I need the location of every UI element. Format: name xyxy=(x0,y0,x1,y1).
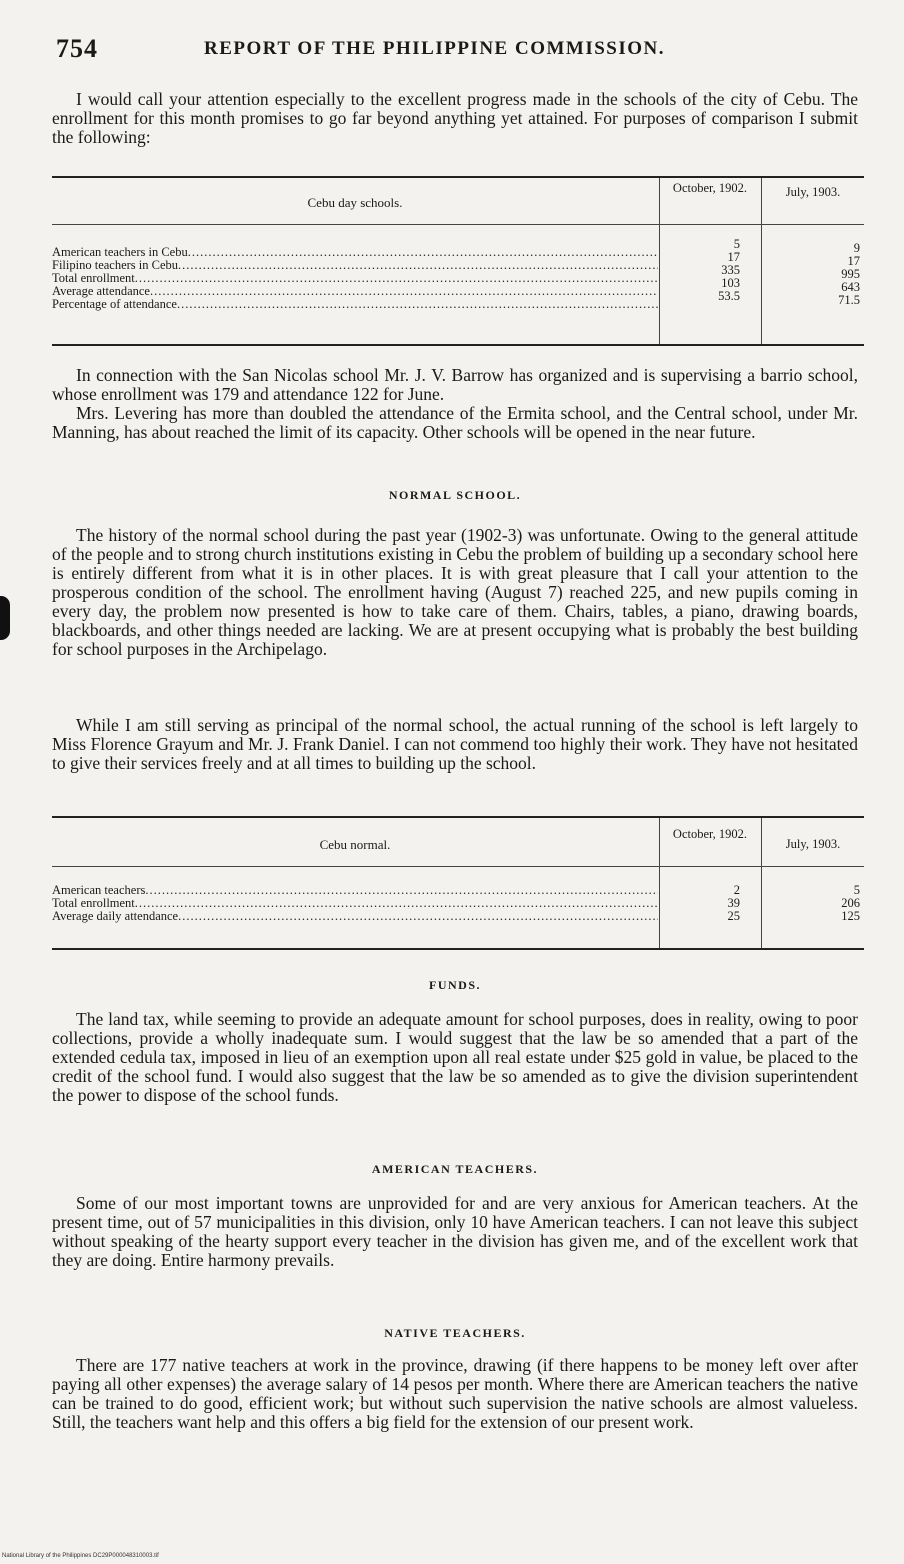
column-header-normal: Cebu normal. xyxy=(319,837,391,852)
paragraph-funds: The land tax, while seeming to provide an adequate amount for school purposes, does in reality, owing to poor collections, provide a wholly inadequate sum. I would suggest that the law be so amended that a part of the extended cedula tax, imposed in lieu of an exemption upon all real estate under $25 gold in value, be placed to the credit of the school fund. I would also suggest that the law be so amended as to give the division superintendent the power to dispose of the school funds. xyxy=(52,1009,858,1105)
heading-native-teachers: NATIVE TEACHERS. xyxy=(384,1326,526,1340)
table-cebu-day-schools xyxy=(52,176,864,348)
table-rule xyxy=(52,224,864,225)
table-rule xyxy=(52,866,864,867)
table-cell: 5 xyxy=(733,237,740,251)
table-rule xyxy=(52,176,864,178)
column-header-october: October, 1902. xyxy=(672,181,748,195)
paragraph-intro: I would call your attention especially to the excellent progress made in the schools of the city of Cebu. The enrollment for this month promises to go far beyond anything yet attained. For purposes of comparison I submit the following: xyxy=(52,89,858,147)
table-row-label: Average attendance ..... xyxy=(52,285,658,298)
column-header-july: July, 1903. xyxy=(785,837,841,851)
table-cell: 206 xyxy=(841,896,860,910)
table-rule xyxy=(52,948,864,950)
table-row-labels xyxy=(52,246,658,311)
column-values-july xyxy=(762,884,860,923)
column-header-july: July, 1903. xyxy=(785,185,841,199)
table-row-label: Filipino teachers in Cebu ..... xyxy=(52,259,658,272)
heading-american-teachers: AMERICAN TEACHERS. xyxy=(371,1162,539,1176)
column-values-october xyxy=(660,238,740,303)
table-row-label: Total enrollment ..... xyxy=(52,897,658,910)
column-header-schools: Cebu day schools. xyxy=(307,195,403,210)
table-cell: 9 xyxy=(853,241,860,255)
paragraph-normal-principal: While I am still serving as principal of the normal school, the actual running of the school is left largely to Miss Florence Grayum and Mr. J. Frank Daniel. I can not commend too highly their work. They have not hesitated to give their services freely and at all times to building up the school. xyxy=(52,715,858,773)
table-row-label: American teachers ..... xyxy=(52,884,658,897)
page-number: 754 xyxy=(56,34,98,63)
table-rule xyxy=(52,344,864,346)
table-cell: 71.5 xyxy=(838,293,860,307)
column-values-october xyxy=(660,884,740,923)
running-title: REPORT OF THE PHILIPPINE COMMISSION. xyxy=(204,38,666,59)
table-row-label: Total enrollment ..... xyxy=(52,272,658,285)
table-cell: 17 xyxy=(727,250,740,264)
table-cell: 643 xyxy=(841,280,860,294)
table-cell: 125 xyxy=(841,909,860,923)
table-rule xyxy=(52,816,864,818)
paragraph-american-teachers: Some of our most important towns are unprovided for and are very anxious for American teachers. At the present time, out of 57 municipalities in this division, only 10 have American teachers. I can not leave this subject without speaking of the hearty support every teacher in the division has given me, and of the excellent work that they are doing. Entire harmony prevails. xyxy=(52,1193,858,1270)
table-cell: 39 xyxy=(727,896,740,910)
table-row-labels xyxy=(52,884,658,923)
heading-funds: FUNDS. xyxy=(428,978,481,992)
page-header xyxy=(56,34,856,74)
paragraph-native-teachers: There are 177 native teachers at work in the province, drawing (if there happens to be money left over after paying all other expenses) the average salary of 14 pesos per month. Where there are American teachers the native can be trained to do good, efficient work; but without such supervision the native schools are almost valueless. Still, the teachers want help and this offers a big field for the extension of our present work. xyxy=(52,1355,858,1432)
table-cell: 25 xyxy=(727,909,740,923)
paragraph-levering: Mrs. Levering has more than doubled the attendance of the Ermita school, and the Central school, under Mr. Manning, has about reached the limit of its capacity. Other schools will be opened in the near future. xyxy=(52,403,858,442)
paragraph-san-nicolas: In connection with the San Nicolas school Mr. J. V. Barrow has organized and is supervising a barrio school, whose enrollment was 179 and attendance 122 for June. xyxy=(52,365,858,404)
table-row-label: Percentage of attendance ..... xyxy=(52,298,658,311)
scan-credit: National Library of the Philippines DC29P000048310003.tif xyxy=(2,1553,159,1559)
table-cebu-normal xyxy=(52,816,864,952)
paragraph-normal-history: The history of the normal school during the past year (1902-3) was unfortunate. Owing to the general attitude of the people and to strong church institutions existing in Cebu the problem of building up a secondary school here is entirely different from what it is in other places. It is with great pleasure that I call your attention to the prosperous condition of the school. The enrollment having (August 7) reached 225, and new pupils coming in every day, the problem now presented is how to take care of them. Chairs, tables, a piano, drawing boards, blackboards, and other things needed are lacking. We are at present occupying what is probably the best building for school purposes in the Archipelago. xyxy=(52,525,858,659)
heading-normal-school: NORMAL SCHOOL. xyxy=(388,488,522,502)
table-cell: 995 xyxy=(841,267,860,281)
table-cell: 53.5 xyxy=(718,289,740,303)
table-cell: 17 xyxy=(847,254,860,268)
column-values-july xyxy=(762,242,860,307)
table-cell: 2 xyxy=(733,883,740,897)
table-row-label: Average daily attendance ..... xyxy=(52,910,658,923)
table-cell: 335 xyxy=(721,263,740,277)
table-cell: 103 xyxy=(721,276,740,290)
binding-hole-mark xyxy=(0,596,10,640)
table-cell: 5 xyxy=(853,883,860,897)
column-header-october: October, 1902. xyxy=(672,827,748,841)
table-row-label: American teachers in Cebu ..... xyxy=(52,246,658,259)
